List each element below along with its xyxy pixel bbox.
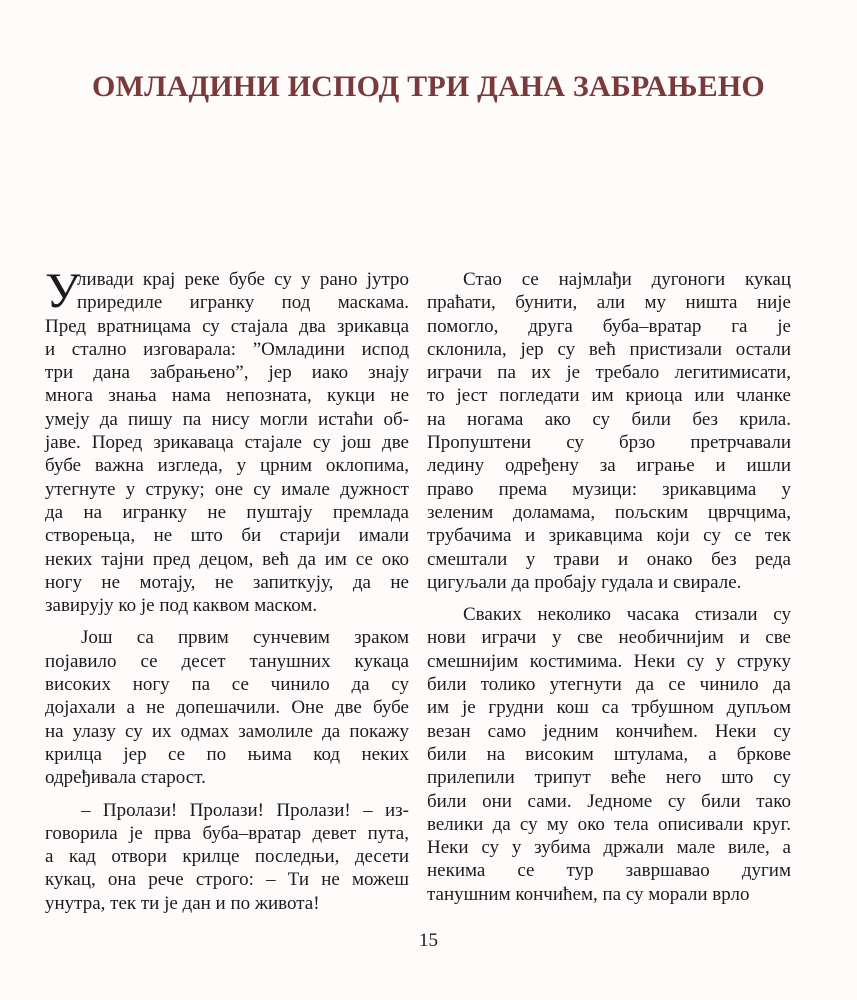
text-line: смештали у трави и онако без реда [427, 548, 791, 570]
text-line: умеју да пишу па нису могли истаћи об- [45, 408, 409, 430]
text-line: танушним кончићем, па су морали врло [427, 883, 750, 905]
text-line: Пред вратницама су стајала два зрикавца [45, 315, 409, 337]
text-line: да на игранку не пуштају премлада [45, 501, 409, 523]
text-line: а кад отвори крилце последњи, десети [45, 846, 409, 868]
text-line: три дана забрањено”, јер иако знају [45, 362, 409, 384]
text-line: Пропуштени су брзо претрчавали [427, 432, 791, 454]
text-line: бубе важна изгледа, у црним оклопима, [45, 455, 409, 477]
text-line: цигуљали да пробају гудала и свирале. [427, 571, 742, 593]
text-line: неких тајни пред децом, већ да им се око [45, 548, 409, 570]
text-line: дојахали а не допешачили. Оне две бубе [45, 697, 409, 719]
text-line: ливади крај реке бубе су у рано јутро [77, 269, 409, 290]
text-line: праћати, бунити, али му ништа није [427, 292, 791, 314]
text-line: били на високим штулама, а бркове [427, 743, 791, 765]
text-line: били они сами. Једноме су били тако [427, 790, 791, 812]
page-number: 15 [419, 930, 438, 951]
text-line: на улазу су их одмах замолиле да покажу [45, 720, 409, 742]
text-line: ногу не мотају, не запиткују, да не [45, 571, 409, 593]
text-line: трубачима и зрикавцима који су се тек [427, 525, 791, 547]
text-line: одређивала старост. [45, 767, 206, 789]
text-line: везан само једним кончићем. Неки су [427, 720, 791, 742]
text-line: нови играчи у све необичнијим и све [427, 627, 791, 649]
text-line: играчи па их је требало легитимисати, [427, 362, 791, 384]
text-line: високих ногу па се чинило да су [45, 674, 409, 696]
text-line: велики да су му око тела описивали круг. [427, 813, 791, 835]
text-line: им је грудни кош са трбушном дупљом [427, 697, 791, 719]
text-line: завирују ко је под каквом маском. [45, 595, 318, 617]
text-line: били толико утегнути да се чинило да [427, 674, 791, 696]
text-line: Свакиx неколико часака стизали су [463, 604, 791, 626]
text-line: зеленим доламама, пољским цврчцима, [427, 501, 791, 523]
right-column [427, 268, 791, 906]
text-line: склонила, јер су већ пристизали остали [427, 338, 791, 360]
text-line: право према музици: зрикавцима у [427, 478, 791, 500]
text-line: помогло, друга буба–вратар га је [427, 315, 791, 337]
text-line: – Пролази! Пролази! Пролази! – из- [81, 799, 409, 821]
text-line: створењца, не што би старији имали [45, 525, 409, 547]
text-line: то јест погледати им криоца или чланке [427, 385, 791, 407]
text-line: Неки су у зубима држали мале виле, а [427, 837, 791, 859]
text-line: приредиле игранку под маскама. [77, 292, 409, 314]
text-line: говорила је прва буба–вратар девет пута, [45, 822, 409, 844]
text-line: прилепили трипут веће него што су [427, 767, 791, 789]
text-line: многа знања нама непозната, кукци не [45, 385, 409, 407]
text-line: појавило се десет танушних кукаца [45, 650, 409, 672]
text-line: унутра, тек ти је дан и по живота! [45, 892, 320, 914]
text-line: јаве. Поред зрикаваца стајале су још две [45, 432, 409, 454]
page-title: ОМЛАДИНИ ИСПОД ТРИ ДАНА ЗАБРАЊЕНО [92, 70, 765, 103]
text-line: ледину одређену за играње и ишли [427, 455, 791, 477]
drop-cap: У [45, 262, 81, 318]
text-line: крилца јер се по њима код неких [45, 743, 409, 765]
text-line: Још са првим сунчевим зраком [81, 627, 409, 649]
text-line: Стао се најмлађи дугоноги кукац [463, 269, 791, 290]
text-line: кукац, она рече строго: – Ти не можеш [45, 869, 409, 891]
text-line: и стално изговарала: ”Омладини испод [45, 338, 409, 360]
text-line: некима се тур завршавао дугим [427, 860, 791, 882]
text-line: смешнијим костимима. Неки су у струку [427, 650, 791, 672]
left-column [45, 262, 409, 915]
text-line: на ногама ако су били без крила. [427, 408, 791, 430]
text-line: утегнуте у струку; оне су имале дужност [45, 478, 409, 500]
